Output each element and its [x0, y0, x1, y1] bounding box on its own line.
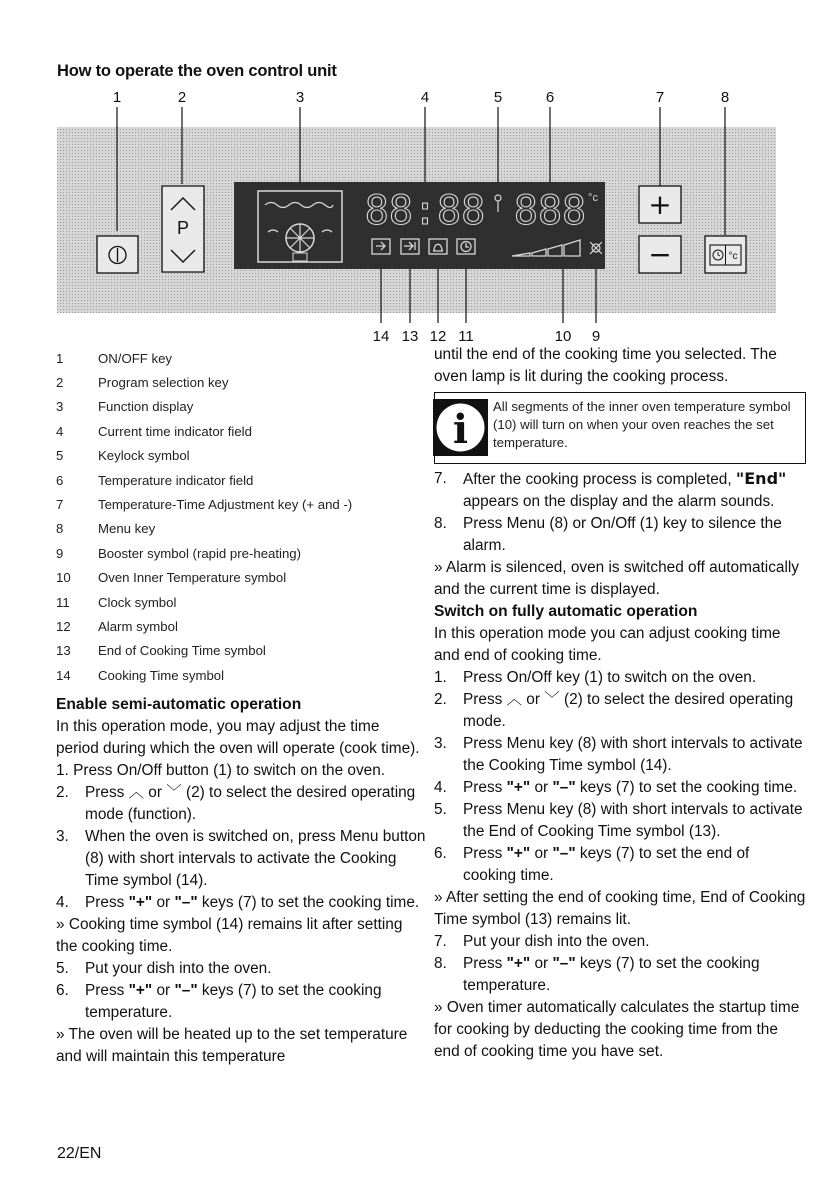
info-note-text: All segments of the inner oven temperature symbol (10) will turn on when your oven reaches the set temperature. [493, 399, 791, 450]
result-startup: » Oven timer automatically calculates the startup time for cooking by deducting the cooking time from the end of cooking time you have set. [434, 999, 800, 1060]
temp-unit: °c [588, 192, 598, 204]
callout-9: 9 [591, 328, 601, 345]
minus-key[interactable] [639, 236, 681, 273]
temperature-indicator: 888 [513, 188, 587, 234]
program-selection-key[interactable] [162, 186, 204, 272]
semi-step-5: 5. Put your dish into the oven. [56, 960, 272, 977]
full-step-2: 2. Press ︿ or ﹀ (2) to select the desired operating mode. [434, 691, 794, 730]
info-note [434, 392, 806, 464]
semi-result-1: » Cooking time symbol (14) remains lit after setting the cooking time. [56, 916, 403, 955]
callout-7: 7 [655, 89, 665, 106]
legend-item: 6 Temperature indicator field [56, 472, 254, 488]
semi-automatic-section [56, 694, 426, 1068]
callout-14: 14 [372, 328, 390, 345]
svg-text:°c: °c [728, 251, 738, 262]
right-column [434, 344, 806, 1063]
booster-icon [590, 242, 602, 254]
full-step-7: 7. Put your dish into the oven. [434, 933, 650, 950]
callout-3: 3 [295, 89, 305, 106]
up-key-icon: ︿ [506, 691, 523, 708]
callout-13: 13 [401, 328, 419, 345]
step-8: 8. Press Menu (8) or On/Off (1) key to silence the alarm. [434, 515, 782, 554]
continued-text: until the end of the cooking time you selected. The oven lamp is lit during the cooking process. [434, 346, 777, 385]
full-step-3: 3. Press Menu key (8) with short intervals to activate the Cooking Time symbol (14). [434, 735, 803, 774]
full-auto-intro: In this operation mode you can adjust cooking time and end of cooking time. [434, 625, 781, 664]
program-key-label: P [176, 218, 190, 238]
semi-intro: In this operation mode, you may adjust the time period during which the oven will operate (cook time). [56, 718, 420, 757]
semi-step-6: 6. Press "+" or "–" keys (7) to set the cooking temperature. [56, 982, 382, 1021]
minus-key-label: − [648, 238, 672, 271]
legend-item: 1 ON/OFF key [56, 350, 172, 366]
page-number: 22/EN [57, 1145, 102, 1162]
callout-1: 1 [112, 89, 122, 106]
callout-8: 8 [720, 89, 730, 106]
callout-5: 5 [493, 89, 503, 106]
full-auto-heading: Switch on fully automatic operation [434, 603, 698, 620]
legend-item: 2 Program selection key [56, 375, 229, 391]
legend-item: 9 Booster symbol (rapid pre-heating) [56, 545, 302, 561]
semi-step-3: 3. When the oven is switched on, press Menu button (8) with short intervals to activate the Cooking Time symbol (14). [56, 828, 426, 889]
step-7: 7. After the cooking process is completed, "End" appears on the display and the alarm sounds. [434, 469, 787, 510]
callout-12: 12 [429, 328, 447, 345]
semi-result-2: » The oven will be heated up to the set temperature and will maintain this temperature [56, 1026, 408, 1065]
full-step-8: 8. Press "+" or "–" keys (7) to set the cooking temperature. [434, 955, 760, 994]
legend-item: 14 Cooking Time symbol [56, 667, 225, 683]
semi-step-1: 1. Press On/Off button (1) to switch on the oven. [56, 762, 386, 779]
callout-6: 6 [545, 89, 555, 106]
legend-item: 8 Menu key [56, 521, 156, 537]
semi-step-2: 2. Press ︿ or ﹀ (2) to select the desired operating mode (function). [56, 784, 416, 823]
menu-key[interactable] [705, 236, 746, 273]
down-key-icon: ﹀ [544, 691, 560, 708]
callout-10: 10 [554, 328, 572, 345]
full-step-1: 1. Press On/Off key (1) to switch on the oven. [434, 669, 757, 686]
semi-heading: Enable semi-automatic operation [56, 696, 302, 713]
down-key-icon: ﹀ [166, 784, 182, 801]
plus-key-label: + [648, 188, 672, 221]
full-step-6: 6. Press "+" or "–" keys (7) to set the end of cooking time. [434, 845, 750, 884]
legend-item: 10 Oven Inner Temperature symbol [56, 570, 287, 586]
callout-11: 11 [458, 328, 474, 345]
legend-list [56, 346, 416, 687]
legend-item: 5 Keylock symbol [56, 448, 190, 464]
time-indicator: 88:88 [364, 188, 486, 234]
result-alarm: » Alarm is silenced, oven is switched off automatically and the current time is displayed. [434, 559, 799, 598]
oven-control-panel-diagram [0, 0, 837, 345]
result-end-time: » After setting the end of cooking time, End of Cooking Time symbol (13) remains lit. [434, 889, 806, 928]
legend-item: 13 End of Cooking Time symbol [56, 643, 266, 659]
plus-key[interactable] [639, 186, 681, 223]
legend-item: 7 Temperature-Time Adjustment key (+ and -) [56, 497, 353, 513]
on-off-key[interactable] [97, 236, 138, 273]
callout-2: 2 [177, 89, 187, 106]
up-key-icon: ︿ [128, 784, 145, 801]
legend-item: 4 Current time indicator field [56, 423, 252, 439]
svg-text:i: i [452, 406, 469, 453]
legend-item: 12 Alarm symbol [56, 618, 178, 634]
semi-step-4: 4. Press "+" or "–" keys (7) to set the cooking time. [56, 894, 420, 911]
callout-4: 4 [420, 89, 430, 106]
page-title: How to operate the oven control unit [57, 62, 337, 80]
full-step-5: 5. Press Menu key (8) with short intervals to activate the End of Cooking Time symbol (13). [434, 801, 803, 840]
legend-item: 11 Clock symbol [56, 594, 177, 610]
legend-item: 3 Function display [56, 399, 194, 415]
info-icon [433, 399, 488, 456]
full-step-4: 4. Press "+" or "–" keys (7) to set the cooking time. [434, 779, 798, 796]
